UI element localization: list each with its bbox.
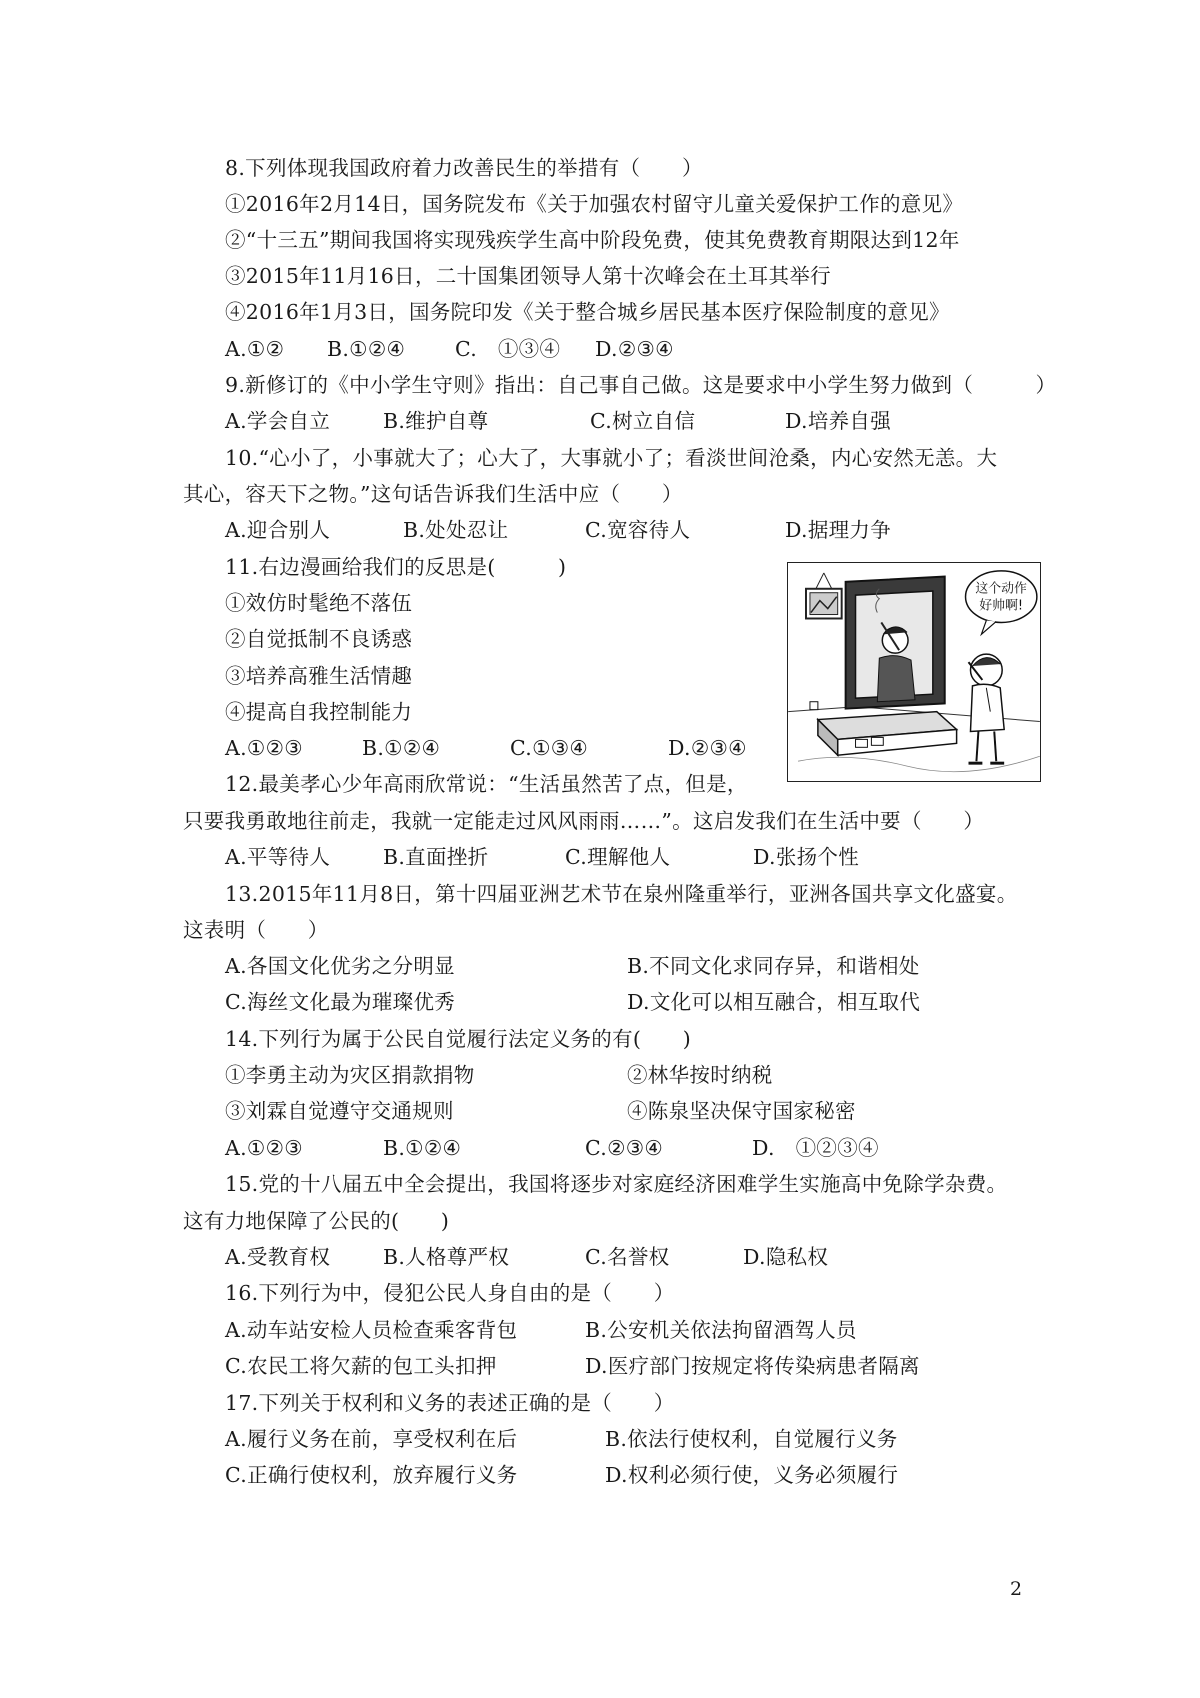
q17-option-d: D.权利必须行使，义务必须履行 [605, 1463, 899, 1487]
q15-option-a: A.受教育权 [225, 1245, 331, 1269]
q10-stem-line1: 10.“心小了，小事就大了；心大了，大事就小了；看淡世间沧桑，内心安然无恙。大 [225, 446, 998, 470]
q15-stem-line2: 这有力地保障了公民的( ) [183, 1209, 450, 1233]
q13-stem-line2: 这表明（ ） [183, 918, 329, 942]
q9-stem: 9.新修订的《中小学生守则》指出：自己事自己做。这是要求中小学生努力做到（ ） [225, 373, 1057, 397]
q10-stem-line2: 其心，容天下之物。”这句话告诉我们生活中应（ ） [183, 482, 683, 506]
q16-option-a: A.动车站安检人员检查乘客背包 [225, 1318, 518, 1342]
cartoon-drawing [788, 563, 1040, 781]
q9-option-a: A.学会自立 [225, 409, 331, 433]
q11-item-1: ①效仿时髦绝不落伍 [225, 591, 413, 615]
q13-stem-line1: 13.2015年11月8日，第十四届亚洲艺术节在泉州隆重举行，亚洲各国共享文化盛宴。 [225, 882, 1018, 906]
boy-figure-icon [969, 654, 1005, 763]
q8-item-2: ②“十三五”期间我国将实现残疾学生高中阶段免费，使其免费教育期限达到12年 [225, 228, 960, 252]
q14-item-2: ②林华按时纳税 [627, 1063, 773, 1087]
q12-stem-line1: 12.最美孝心少年高雨欣常说：“生活虽然苦了点，但是， [225, 772, 748, 796]
q11-item-4: ④提高自我控制能力 [225, 700, 413, 724]
q13-option-b: B.不同文化求同存异，和谐相处 [627, 954, 920, 978]
q16-option-b: B.公安机关依法拘留酒驾人员 [585, 1318, 857, 1342]
q13-option-d: D.文化可以相互融合，相互取代 [627, 990, 921, 1014]
q14-item-4: ④陈泉坚决保守国家秘密 [627, 1099, 856, 1123]
q17-option-b: B.依法行使权利，自觉履行义务 [605, 1427, 898, 1451]
speech-bubble [966, 571, 1037, 634]
q16-stem: 16.下列行为中，侵犯公民人身自由的是（ ） [225, 1281, 675, 1305]
q14-option-a: A.①②③ [225, 1136, 303, 1160]
tv-stand-icon [810, 702, 957, 756]
q9-option-d: D.培养自强 [785, 409, 892, 433]
q15-option-c: C.名誉权 [585, 1245, 670, 1269]
q12-option-a: A.平等待人 [225, 845, 331, 869]
q12-stem-line2: 只要我勇敢地往前走，我就一定能走过风风雨雨……”。这启发我们在生活中要（ ） [183, 809, 985, 833]
speech-bubble-line1: 这个动作 [975, 581, 1027, 597]
q8-item-4: ④2016年1月3日，国务院印发《关于整合城乡居民基本医疗保险制度的意见》 [225, 300, 950, 324]
q12-option-b: B.直面挫折 [383, 845, 489, 869]
page-number: 2 [1010, 1578, 1023, 1600]
q8-item-3: ③2015年11月16日，二十国集团领导人第十次峰会在土耳其举行 [225, 264, 831, 288]
q12-option-c: C.理解他人 [565, 845, 671, 869]
television-icon [846, 577, 945, 709]
q10-option-d: D.据理力争 [785, 518, 892, 542]
q8-stem: 8.下列体现我国政府着力改善民生的举措有（ ） [225, 156, 703, 180]
q8-option-a: A.①② [225, 337, 285, 361]
q14-option-d: D. ①②③④ [752, 1136, 879, 1160]
q13-option-a: A.各国文化优劣之分明显 [225, 954, 455, 978]
q11-option-d: D.②③④ [668, 736, 747, 760]
q11-item-2: ②自觉抵制不良诱惑 [225, 627, 413, 651]
wall-picture-icon [806, 573, 842, 619]
q14-option-c: C.②③④ [585, 1136, 664, 1160]
q11-option-c: C.①③④ [510, 736, 589, 760]
q10-option-b: B.处处忍让 [403, 518, 509, 542]
q8-option-b: B.①②④ [327, 337, 406, 361]
q17-stem: 17.下列关于权利和义务的表述正确的是（ ） [225, 1391, 675, 1415]
q10-option-a: A.迎合别人 [225, 518, 331, 542]
q8-item-1: ①2016年2月14日，国务院发布《关于加强农村留守儿童关爱保护工作的意见》 [225, 192, 964, 216]
q8-option-d: D.②③④ [595, 337, 674, 361]
q15-stem-line1: 15.党的十八届五中全会提出，我国将逐步对家庭经济困难学生实施高中免除学杂费。 [225, 1172, 1008, 1196]
q14-item-1: ①李勇主动为灾区捐款捐物 [225, 1063, 475, 1087]
q12-option-d: D.张扬个性 [753, 845, 860, 869]
q14-option-b: B.①②④ [383, 1136, 462, 1160]
q14-stem: 14.下列行为属于公民自觉履行法定义务的有( ) [225, 1027, 692, 1051]
q14-item-3: ③刘霖自觉遵守交通规则 [225, 1099, 454, 1123]
q17-option-c: C.正确行使权利，放弃履行义务 [225, 1463, 518, 1487]
cartoon-image [787, 562, 1041, 782]
q9-option-b: B.维护自尊 [383, 409, 489, 433]
q11-item-3: ③培养高雅生活情趣 [225, 664, 413, 688]
q11-stem: 11.右边漫画给我们的反思是( ) [225, 555, 567, 579]
q11-option-b: B.①②④ [362, 736, 441, 760]
q16-option-c: C.农民工将欠薪的包工头扣押 [225, 1354, 497, 1378]
q11-option-a: A.①②③ [225, 736, 303, 760]
q16-option-d: D.医疗部门按规定将传染病患者隔离 [585, 1354, 920, 1378]
q9-option-c: C.树立自信 [590, 409, 696, 433]
speech-bubble-line2: 好帅啊! [979, 598, 1024, 614]
q13-option-c: C.海丝文化最为璀璨优秀 [225, 990, 456, 1014]
q10-option-c: C.宽容待人 [585, 518, 691, 542]
q15-option-d: D.隐私权 [743, 1245, 829, 1269]
q8-option-c: C. ①③④ [455, 337, 561, 361]
q15-option-b: B.人格尊严权 [383, 1245, 510, 1269]
q17-option-a: A.履行义务在前，享受权利在后 [225, 1427, 518, 1451]
